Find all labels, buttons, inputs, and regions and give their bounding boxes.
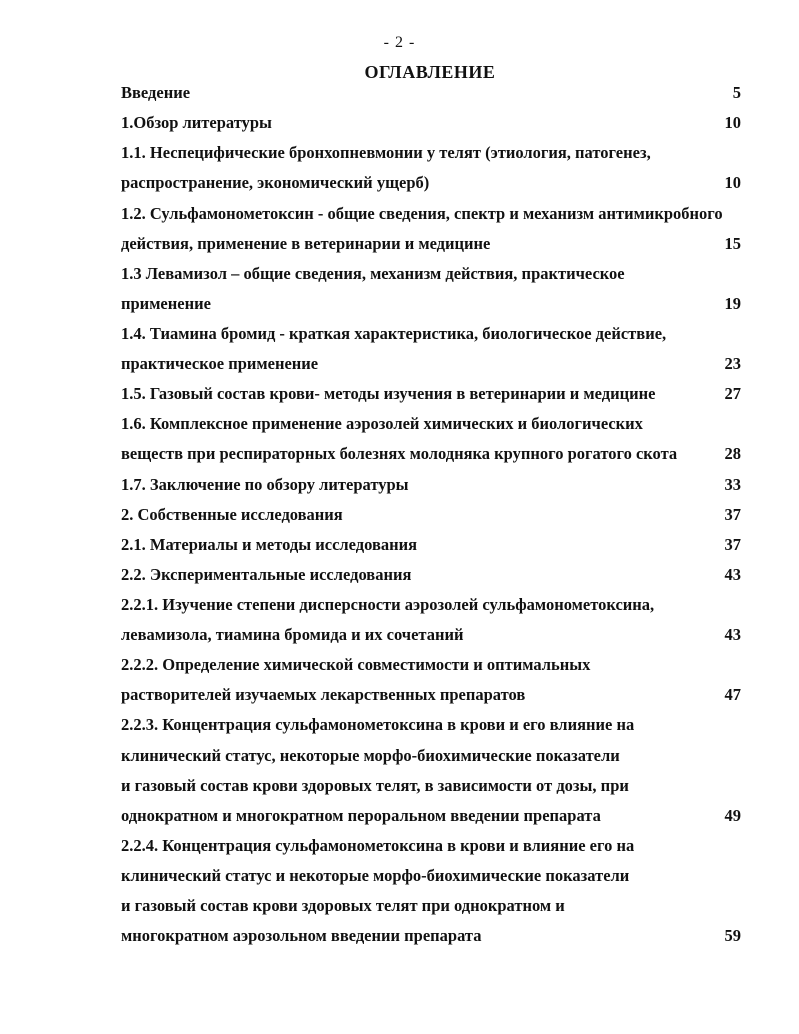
toc-page: 43 (724, 625, 741, 644)
toc-line: 2.1. Материалы и методы исследования (121, 535, 418, 554)
toc-line: веществ при респираторных болезнях молодняка крупного рогатого скота (121, 444, 678, 463)
toc-line: 1.5. Газовый состав крови- методы изучения в ветеринарии и медицине (121, 384, 656, 403)
toc-page: 27 (724, 384, 741, 403)
toc-page: 37 (724, 505, 741, 524)
toc-line: Введение (121, 83, 191, 102)
toc-line: действия, применение в ветеринарии и медицине (121, 234, 491, 253)
toc-line: 2. Собственные исследования (121, 505, 343, 524)
toc-page: 47 (724, 685, 741, 704)
toc-page: 15 (724, 234, 741, 253)
toc-page: 10 (724, 173, 741, 192)
toc-line: применение (121, 294, 211, 313)
toc-line: клинический статус, некоторые морфо-биохимические показатели (121, 746, 620, 765)
toc-page: 49 (724, 806, 741, 825)
toc-line: клинический статус и некоторые морфо-биохимические показатели (121, 866, 630, 885)
toc-page: 10 (724, 113, 741, 132)
toc-page: 23 (724, 354, 741, 373)
page-number: - 2 - (383, 34, 416, 51)
toc-line: распространение, экономический ущерб) (121, 173, 430, 192)
toc-page: 37 (724, 535, 741, 554)
toc-line: 1.6. Комплексное применение аэрозолей химических и биологических (121, 414, 643, 433)
toc-page: 43 (724, 565, 741, 584)
toc-line: 1.Обзор литературы (121, 113, 272, 132)
toc-page: 28 (724, 444, 741, 463)
toc-line: 1.2. Сульфамонометоксин - общие сведения, спектр и механизм антимикробного (121, 204, 723, 223)
toc-line: 2.2. Экспериментальные исследования (121, 565, 412, 584)
toc-line: многократном аэрозольном введении препарата (121, 926, 482, 945)
toc-line: 2.2.4. Концентрация сульфамонометоксина в крови и влияние его на (121, 836, 635, 855)
toc-line: 1.1. Неспецифические бронхопневмонии у телят (этиология, патогенез, (121, 143, 651, 162)
toc-line: левамизола, тиамина бромида и их сочетаний (121, 625, 464, 644)
toc-line: 2.2.1. Изучение степени дисперсности аэрозолей сульфамонометоксина, (121, 595, 655, 614)
toc-page: 33 (724, 475, 741, 494)
toc-line: 1.4. Тиамина бромид - краткая характеристика, биологическое действие, (121, 324, 667, 343)
toc-line: 1.7. Заключение по обзору литературы (121, 475, 409, 494)
toc-line: практическое применение (121, 354, 319, 373)
page-title: ОГЛАВЛЕНИЕ (364, 62, 496, 82)
toc-line: и газовый состав крови здоровых телят при однократном и (121, 896, 565, 915)
toc-page: 59 (724, 926, 741, 945)
toc-page: 5 (732, 83, 741, 102)
toc-line: 1.3 Левамизол – общие сведения, механизм действия, практическое (121, 264, 625, 283)
toc-line: и газовый состав крови здоровых телят, в зависимости от дозы, при (121, 776, 629, 795)
toc-line: 2.2.3. Концентрация сульфамонометоксина в крови и его влияние на (121, 715, 635, 734)
toc-line: 2.2.2. Определение химической совместимости и оптимальных (121, 655, 591, 674)
toc-line: однократном и многократном пероральном введении препарата (121, 806, 601, 825)
toc-line: растворителей изучаемых лекарственных препаратов (121, 685, 526, 704)
toc-page: 19 (724, 294, 741, 313)
